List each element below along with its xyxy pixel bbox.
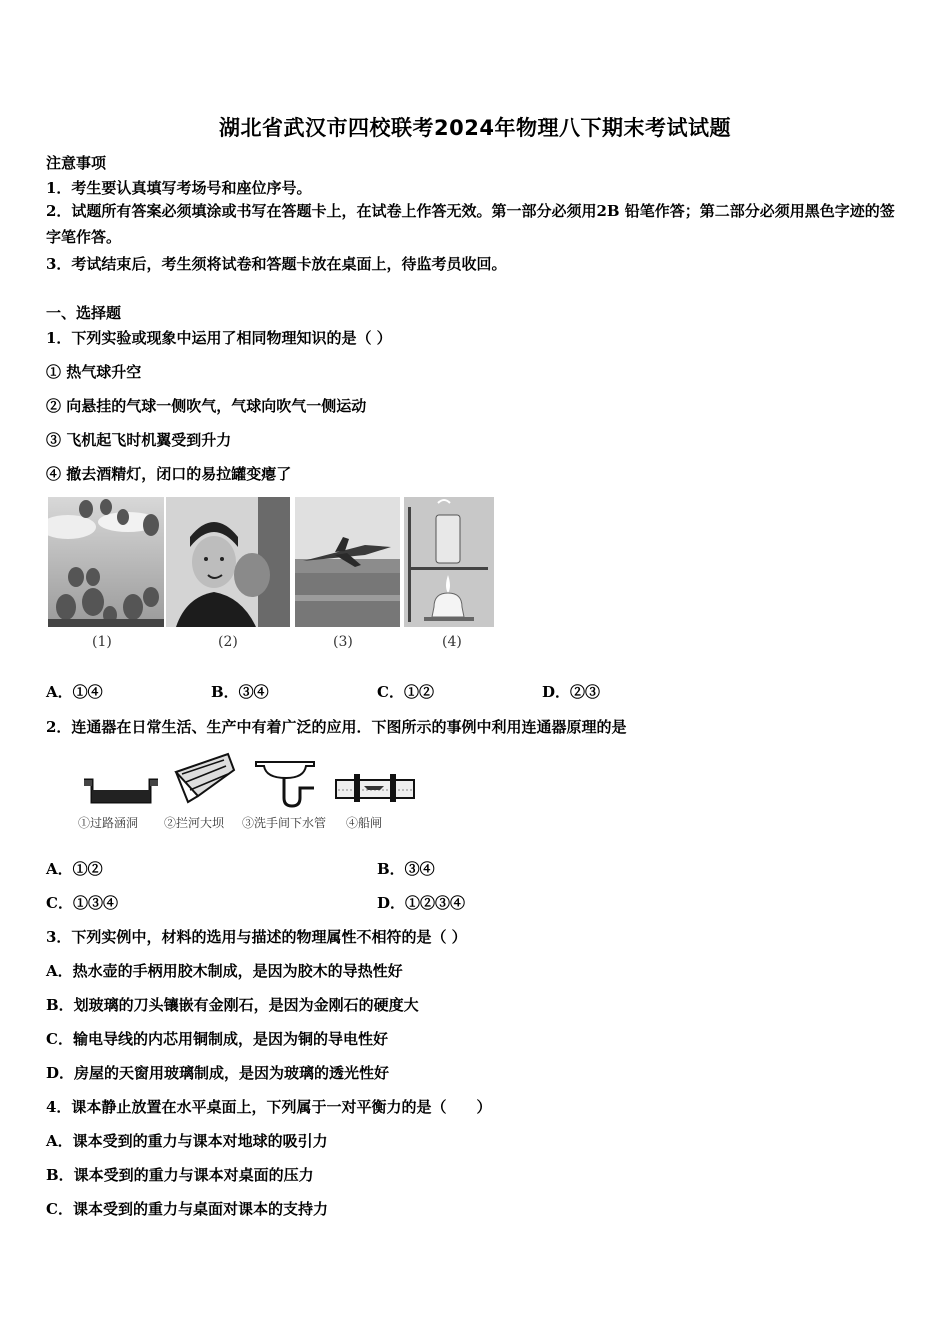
option-d[interactable]: D．房屋的天窗用玻璃制成，是因为玻璃的透光性好 — [46, 1064, 390, 1082]
question-1-stem: 1．下列实验或现象中运用了相同物理知识的是（ ） — [46, 329, 392, 347]
option-d[interactable]: D．②③ — [542, 683, 601, 701]
balloons-photo — [48, 497, 164, 627]
option-c[interactable]: C．课本受到的重力与桌面对课本的支持力 — [46, 1200, 328, 1218]
balloon-child-photo — [166, 497, 290, 627]
question-2-figure — [76, 748, 426, 834]
figure-caption: (4) — [442, 634, 462, 650]
question-1-item: ② 向悬挂的气球一侧吹气，气球向吹气一侧运动 — [46, 397, 367, 415]
option-b[interactable]: B．划玻璃的刀头镶嵌有金刚石，是因为金刚石的硬度大 — [46, 996, 419, 1014]
can-heating-photo — [404, 497, 494, 627]
culvert-drawing — [82, 776, 160, 808]
option-c[interactable]: C．①② — [377, 683, 434, 701]
question-3-stem: 3．下列实例中，材料的选用与描述的物理属性不相符的是（ ） — [46, 928, 467, 946]
option-b[interactable]: B．③④ — [211, 683, 269, 701]
notice-item: 1．考生要认真填写考场号和座位序号。 — [46, 179, 312, 197]
notice-item: 2．试题所有答案必须填涂或书写在答题卡上，在试卷上作答无效。第一部分必须用2B 铅笔作答；第二部分必须用黑色字迹的签字笔作答。 — [46, 202, 895, 246]
section-heading: 一、选择题 — [46, 304, 122, 322]
figure-caption: ④船闸 — [346, 816, 383, 830]
figure-caption: (3) — [333, 634, 353, 650]
notice-heading: 注意事项 — [46, 154, 107, 172]
question-2-stem: 2．连通器在日常生活、生产中有着广泛的应用．下图所示的事例中利用连通器原理的是 — [46, 718, 627, 736]
option-d[interactable]: D．①②③④ — [377, 894, 466, 912]
question-1-figure — [46, 494, 506, 659]
ship-lock-drawing — [334, 772, 416, 808]
option-c[interactable]: C．输电导线的内芯用铜制成，是因为铜的导电性好 — [46, 1030, 388, 1048]
question-4-stem: 4．课本静止放置在水平桌面上，下列属于一对平衡力的是（ ） — [46, 1098, 492, 1116]
question-1-item: ④ 撤去酒精灯，闭口的易拉罐变瘪了 — [46, 465, 292, 483]
question-1-item: ① 热气球升空 — [46, 363, 142, 381]
option-a[interactable]: A．热水壶的手柄用胶木制成，是因为胶木的导热性好 — [46, 962, 403, 980]
figure-caption: ②拦河大坝 — [164, 816, 225, 830]
sink-drain-drawing — [252, 758, 318, 810]
question-1-item: ③ 飞机起飞时机翼受到升力 — [46, 431, 232, 449]
figure-caption: ③洗手间下水管 — [242, 816, 327, 830]
notice-item: 3．考试结束后，考生须将试卷和答题卡放在桌面上，待监考员收回。 — [46, 255, 507, 273]
page-title: 湖北省武汉市四校联考2024年物理八下期末考试试题 — [219, 116, 731, 140]
option-a[interactable]: A．①④ — [46, 683, 103, 701]
option-a[interactable]: A．课本受到的重力与课本对地球的吸引力 — [46, 1132, 328, 1150]
figure-caption: (1) — [92, 634, 112, 650]
option-c[interactable]: C．①③④ — [46, 894, 118, 912]
option-b[interactable]: B．③④ — [377, 860, 435, 878]
dam-drawing — [168, 752, 240, 808]
figure-caption: ①过路涵洞 — [78, 816, 139, 830]
option-b[interactable]: B．课本受到的重力与课本对桌面的压力 — [46, 1166, 314, 1184]
figure-caption: (2) — [218, 634, 238, 650]
option-a[interactable]: A．①② — [46, 860, 103, 878]
airplane-photo — [295, 497, 400, 627]
